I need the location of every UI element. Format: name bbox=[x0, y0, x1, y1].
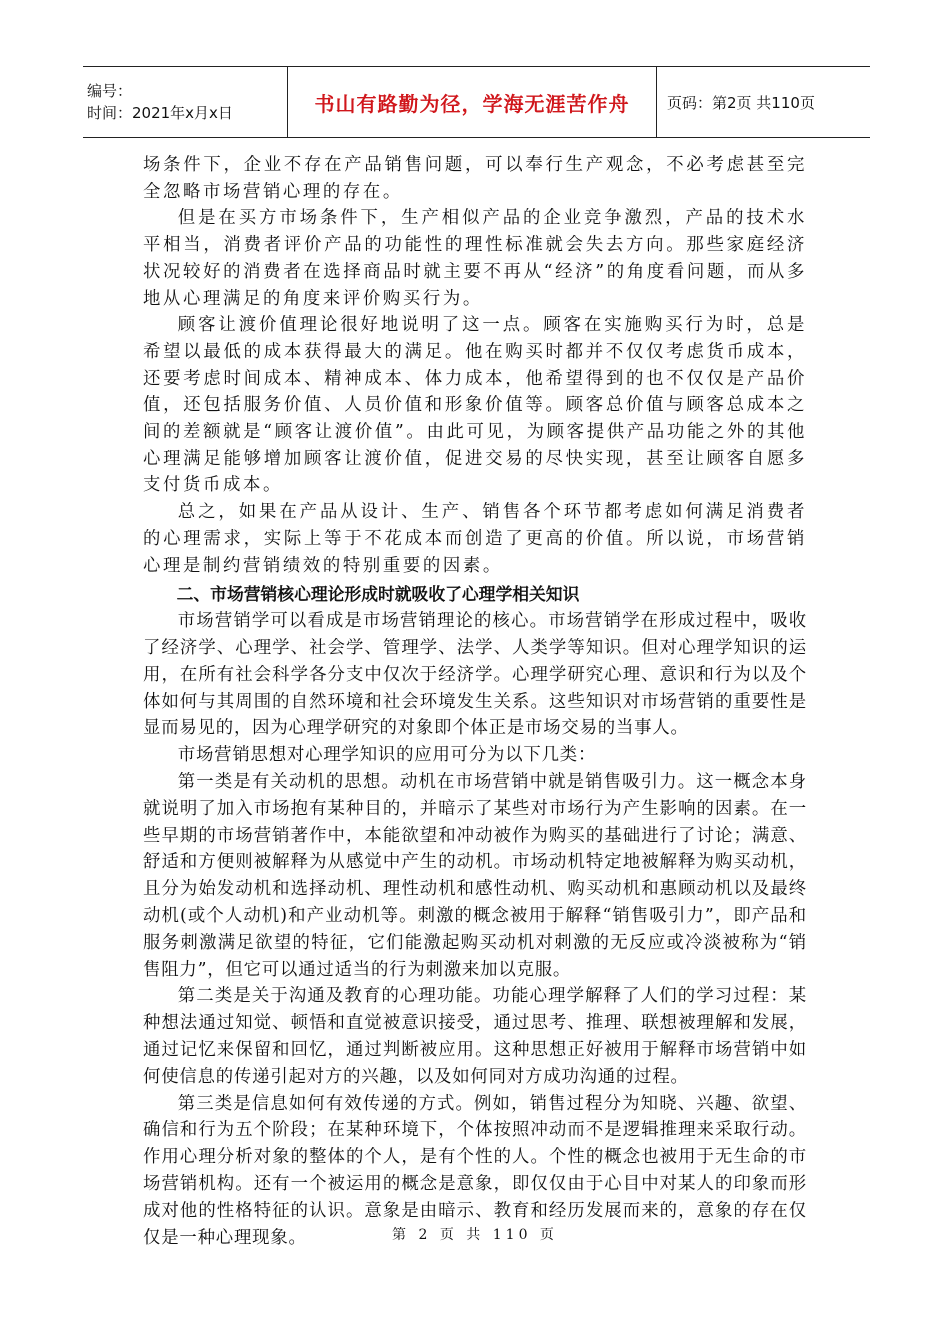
document-time: 时间：2021年x月x日 bbox=[87, 104, 233, 122]
paragraph: 第三类是信息如何有效传递的方式。例如，销售过程分为知晓、兴趣、欲望、确信和行为五个阶段；在某种环境下，个体按照冲动而不是逻辑推理来采取行动。作用心理分析对象的整体的个人，是有个性的人。个性的概念也被用于无生命的市场营销机构。还有一个被运用的概念是意象，即仅仅由于心目中对某人的印象而形成对他的性格特征的认识。意象是由暗示、教育和经历发展而来的，意象的存在仅仅是一种心理现象。 bbox=[143, 1093, 807, 1248]
header-motto-cell bbox=[288, 67, 657, 137]
paragraph: 顾客让渡价值理论很好地说明了这一点。顾客在实施购买行为时，总是希望以最低的成本获得最大的满足。他在购买时都并不仅仅考虑货币成本，还要考虑时间成本、精神成本、体力成本，他希望得到的也不仅仅是产品价值，还包括服务价值、人员价值和形象价值等。顾客总价值与顾客总成本之间的差额就是“顾客让渡价值”。由此可见，为顾客提供产品功能之外的其他心理满足能够增加顾客让渡价值，促进交易的尽快实现，甚至让顾客自愿多支付货币成本。 bbox=[143, 315, 807, 496]
paragraph: 总之，如果在产品从设计、生产、销售各个环节都考虑如何满足消费者的心理需求，实际上等于不花成本而创造了更高的价值。所以说，市场营销心理是制约营销绩效的特别重要的因素。 bbox=[143, 502, 807, 576]
paragraph: 第二类是关于沟通及教育的心理功能。功能心理学解释了人们的学习过程：某种想法通过知觉、顿悟和直觉被意识接受，通过思考、推理、联想被理解和发展，通过记忆来保留和回忆，通过判断被应用。这种思想正好被用于解释市场营销中如何使信息的传递引起对方的兴趣，以及如何同对方成功沟通的过程。 bbox=[143, 986, 807, 1087]
paragraph: 场条件下，企业不存在产品销售问题，可以奉行生产观念，不必考虑甚至完全忽略市场营销心理的存在。 bbox=[143, 155, 807, 202]
header-page-cell bbox=[657, 67, 870, 137]
page-header bbox=[83, 66, 870, 138]
document-number: 编号： bbox=[87, 82, 133, 100]
paragraph: 第一类是有关动机的思想。动机在市场营销中就是销售吸引力。这一概念本身就说明了加入市场抱有某种目的，并暗示了某些对市场行为产生影响的因素。在一些早期的市场营销著作中，本能欲望和冲动被作为购买的基础进行了讨论；满意、舒适和方便则被解释为从感觉中产生的动机。市场动机特定地被解释为购买动机，且分为始发动机和选择动机、理性动机和感性动机、购买动机和惠顾动机以及最终动机(或个人动机)和产业动机等。刺激的概念被用于解释“销售吸引力”，即产品和服务刺激满足欲望的特征，它们能激起购买动机对刺激的无反应或冷淡被称为“销售阻力”，但它可以通过适当的行为刺激来加以克服。 bbox=[143, 772, 807, 980]
header-page-info: 页码：第2页 共110页 bbox=[667, 93, 815, 112]
header-meta bbox=[83, 67, 288, 137]
paragraph: 但是在买方市场条件下，生产相似产品的企业竞争激烈，产品的技术水平相当，消费者评价产品的功能性的理性标准就会失去方向。那些家庭经济状况较好的消费者在选择商品时就主要不再从“经济”的角度看问题，而从多地从心理满足的角度来评价购买行为。 bbox=[143, 208, 807, 309]
page-footer: 第 2 页 共 110 页 bbox=[392, 1227, 558, 1243]
header-motto: 书山有路勤为径，学海无涯苦作舟 bbox=[314, 91, 630, 116]
paragraph: 市场营销学可以看成是市场营销理论的核心。市场营销学在形成过程中，吸收了经济学、心理学、社会学、管理学、法学、人类学等知识。但对心理学知识的运用，在所有社会科学各分支中仅次于经济学。心理学研究心理、意识和行为以及个体如何与其周围的自然环境和社会环境发生关系。这些知识对市场营销的重要性是显而易见的，因为心理学研究的对象即个体正是市场交易的当事人。 bbox=[143, 611, 807, 739]
paragraph: 市场营销思想对心理学知识的应用可分为以下几类： bbox=[177, 745, 597, 766]
section-heading: 二、市场营销核心理论形成时就吸收了心理学相关知识 bbox=[176, 584, 580, 605]
document-body bbox=[143, 152, 807, 1251]
